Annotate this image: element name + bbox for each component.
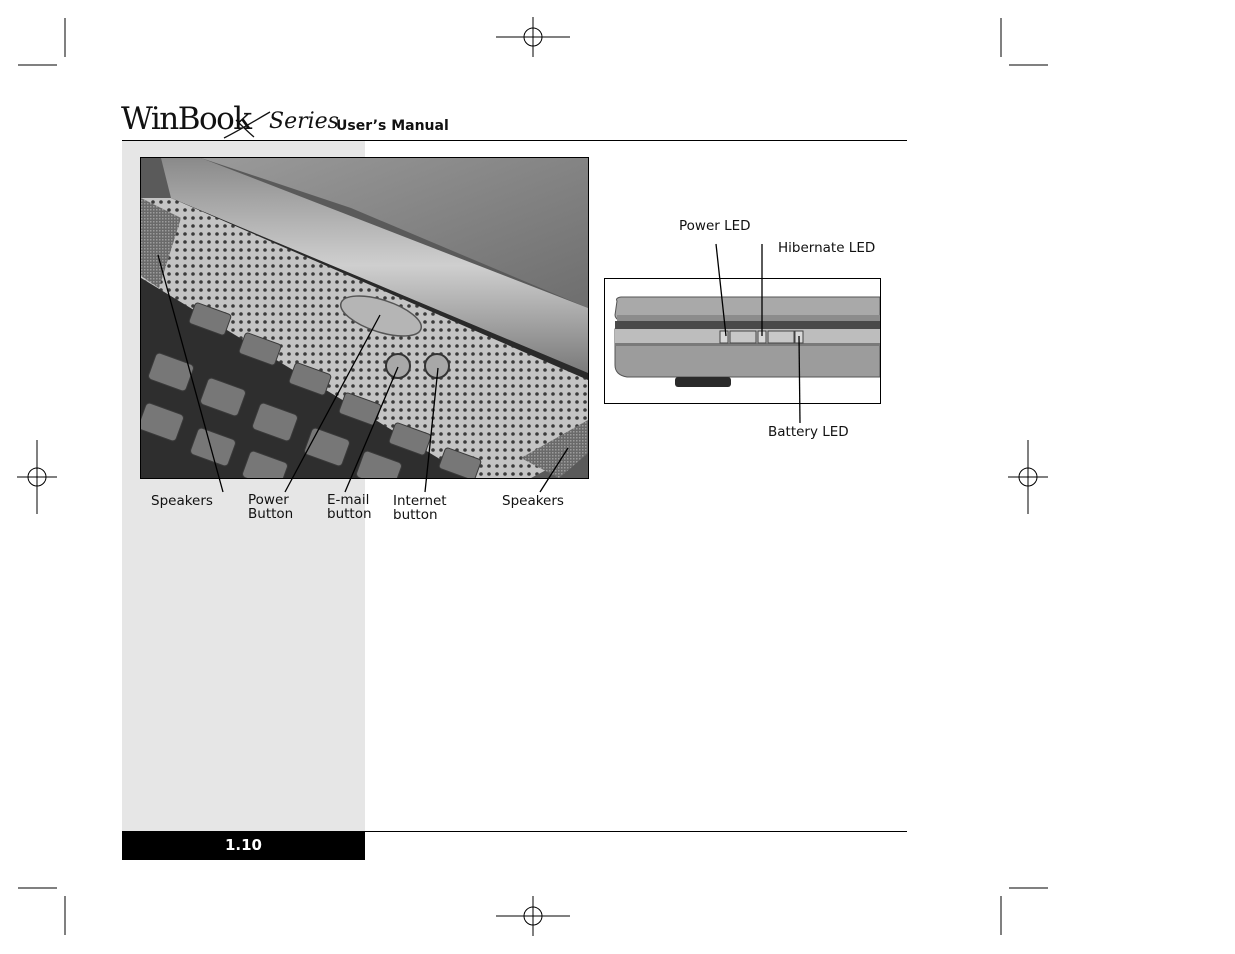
- label-power-led: Power LED: [679, 218, 751, 234]
- label-battery-led: Battery LED: [768, 424, 849, 440]
- page-number: 1.10: [122, 832, 365, 860]
- label-speakers-left: Speakers: [151, 493, 213, 509]
- logo-winbook: WinBook: [121, 101, 251, 137]
- label-power-button: Power Button: [248, 492, 294, 522]
- label-hibernate-led: Hibernate LED: [778, 240, 876, 256]
- manual-title: User’s Manual: [336, 118, 449, 134]
- label-speakers-right: Speakers: [502, 493, 564, 509]
- label-email-button: E-mail button: [327, 492, 372, 522]
- logo-series: Series: [269, 109, 339, 134]
- label-internet-button: Internet button: [393, 493, 447, 523]
